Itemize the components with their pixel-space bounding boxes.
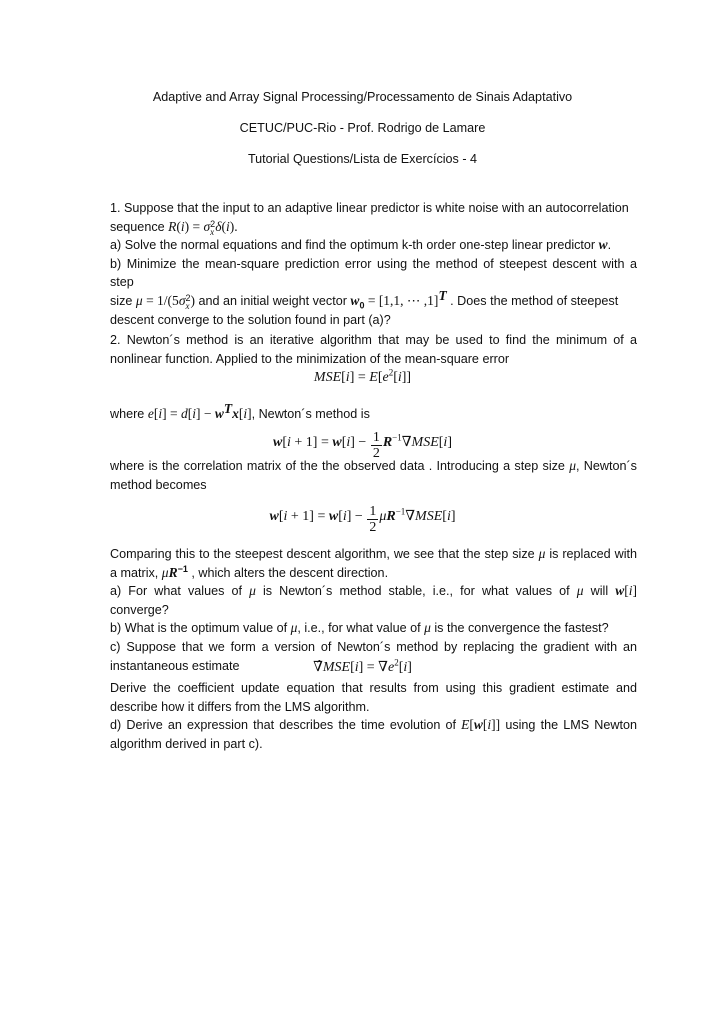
error-definition: where $e[i] = d[i] - w^Tx[i]$, Newton´s method is [110,400,370,421]
q1-line-2: sequence R(i) = σ 2 x δ(i). [110,218,238,237]
q2-part-c-derive: Derive the coefficient update equation that results from using this gradient estimate and describe how it differs from the LMS algorithm. [110,681,637,714]
q2-part-a: a) For what values of μ is Newton´s method stable, i.e., for what values of μ will w[i] converge? [110,583,637,617]
q2-part-c: c) Suppose that we form a version of Newton´s method by replacing the gradient with an instantaneous estimate [110,639,637,673]
question-1 [110,199,637,329]
correlation-matrix-text: where is the correlation matrix of the the observed data . Introducing a step size μ, Newton´s method becomes [110,458,637,492]
question-2-parts [110,545,637,675]
instantaneous-gradient-equation: ∇̂MSE[i] = $\nabla e^2[i]$ [313,657,412,675]
q1-part-b-line-2: size μ = 1/(5σ 2 x ) and an initial weight vector $w_0 = [1,1$, ⋯ ,1]$^T$ . Does the method of steepest [110,287,619,311]
newton-stepsize-equation: w[i + 1] = w[i] − $\frac{1}{2}$ $\mu R^{-1}\nabla MSE[i]$ [269,504,456,535]
newton-update-equation: w[i + 1] = w[i] − $\frac{1}{2}$ $R^{-1}\nabla MSE[i]$ [273,430,452,461]
q2-part-d: d) Derive an expression that describes the time evolution of E[w[i]] using the LMS Newton algorithm derived in part c). [110,717,637,751]
question-2-parts-end [110,679,637,753]
q1-part-a: a) Solve the normal equations and find the optimum k-th order one-step linear predictor w. [110,237,612,253]
course-title: Adaptive and Array Signal Processing/Processamento de Sinais Adaptativo [152,90,573,104]
q1-line-1: 1. Suppose that the input to an adaptive linear predictor is white noise with an autocorrelation [110,201,629,215]
institution-line: CETUC/PUC-Rio - Prof. Rodrigo de Lamare [239,121,486,135]
autocorrelation-formula: R [168,218,177,234]
q1-part-b-line-3: descent converge to the solution found in part (a)? [110,312,391,327]
comparison-text: Comparing this to the steepest descent algorithm, we see that the step size μ is replaced with a matrix, $\mu R^{-1}$ , which alters the descent direction. [110,546,638,580]
q1-part-b: b) Minimize the mean-square prediction error using the method of steepest descent with a step [110,256,637,290]
mse-definition-equation: $MSE[i] = E[e^2[i]]$ [313,367,412,385]
document-title: Tutorial Questions/Lista de Exercícios - 4 [247,152,478,166]
question-2-intro: 2. Newton´s method is an iterative algorithm that may be used to find the minimum of a nonlinear function. Applied to the minimization of the mean-square error [110,333,637,366]
q2-part-b: b) What is the optimum value of μ, i.e., for what value of μ is the convergence the fastest? [110,620,609,636]
